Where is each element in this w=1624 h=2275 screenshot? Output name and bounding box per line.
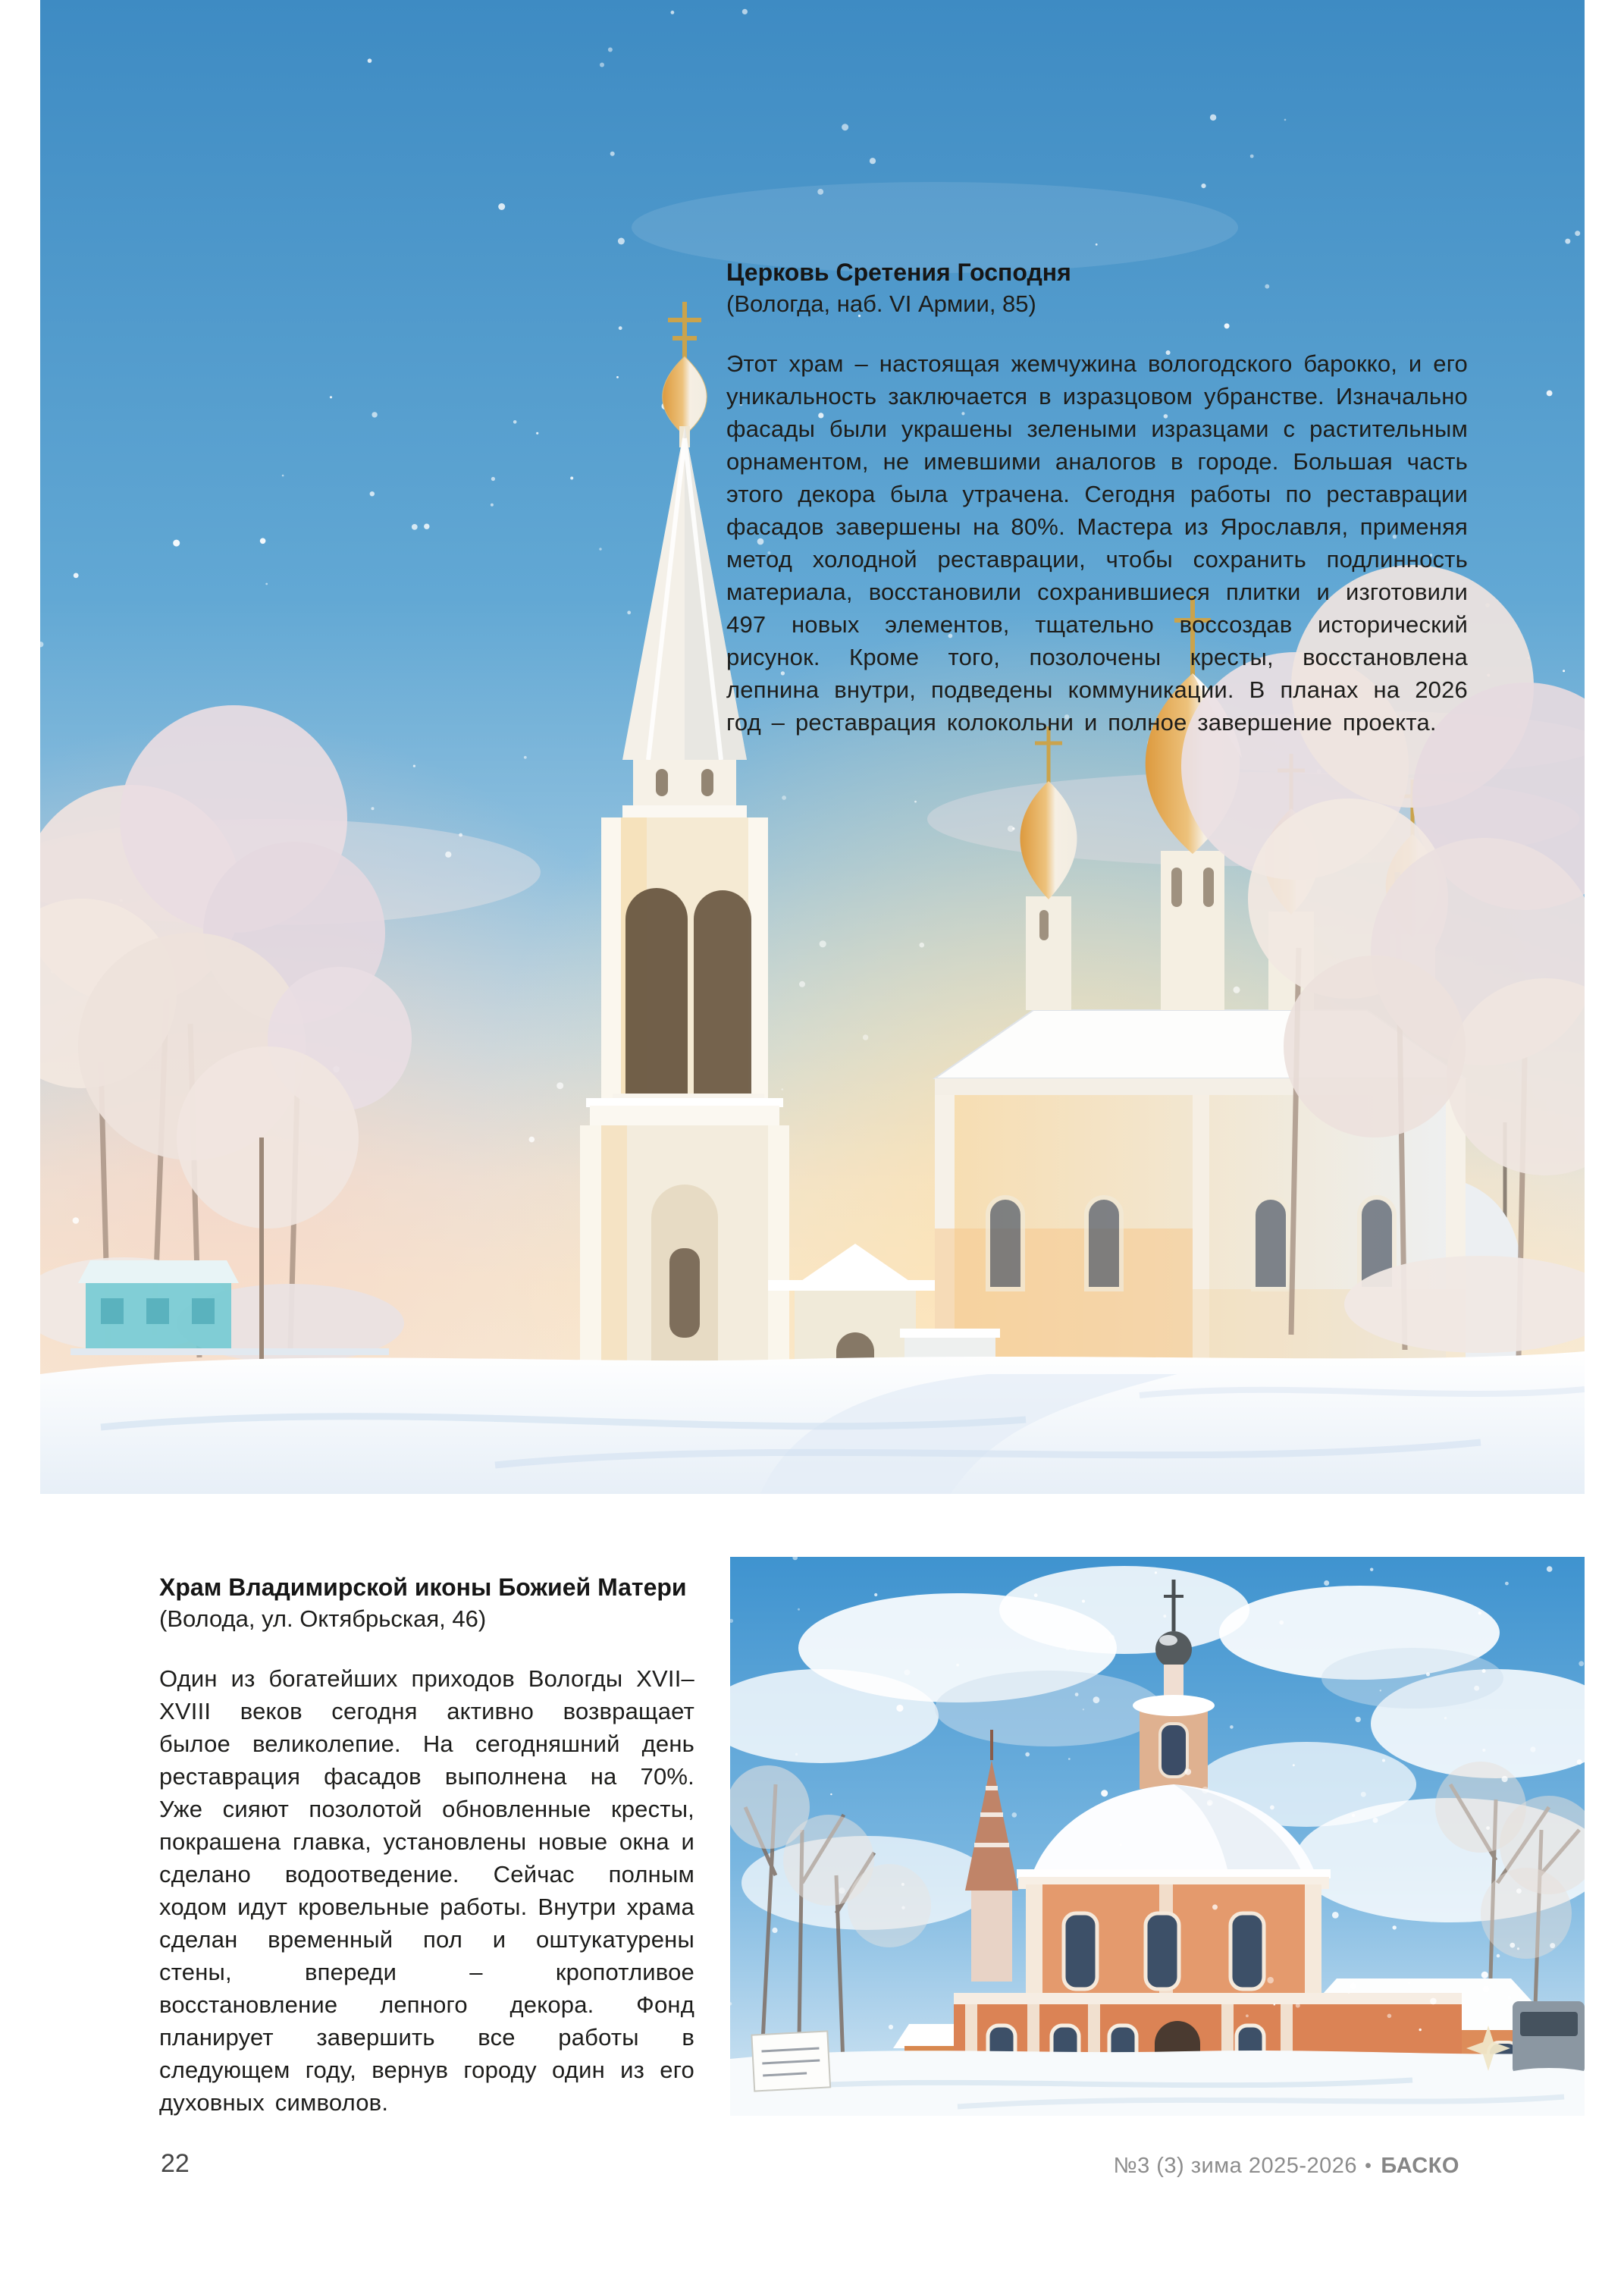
article-vladimir-address: (Волода, ул. Октябрьская, 46) [159,1605,487,1632]
snow-ground [40,1351,1585,1494]
vladimir-church-photo [730,1557,1585,2116]
footer-issue: №3 (3) зима 2025-2026 [1113,2154,1358,2178]
footer-issue-line [1113,2154,1459,2179]
information-sign [751,2031,830,2091]
article-sretenie-title: Церковь Сретения Господня [726,259,1071,286]
sretenie-church-illustration [40,0,1585,1494]
article-sretenie-overlay [726,256,1468,739]
footer-brand: БАСКО [1381,2154,1459,2178]
article-vladimir-body: Один из богатейших приходов Вологды XVII–XVIII веков сегодня активно возвращает былое великолепие. На сегодняшний день реставрация фасадов выполнена на 70%. Уже сияют позолотой обновленные кресты, покрашена главка, установлены новые окна и сделано водоотведение. Сейчас полным ходом идут кровельные работы. Внутри храма сделан временный пол и оштукатурены стены, впереди – кропотливое восстановление лепного декора. Фонд планирует завершить все работы в следующем году, вернув городу один из его духовных символов. [159,1665,694,2116]
page-number: 22 [161,2149,190,2178]
article-sretenie-body: Этот храм – настоящая жемчужина вологодского барокко, и его уникальность заключается в изразцовом убранстве. Изначально фасады были украшены зелеными изразцами с растительным орнаментом, не имевшими аналогов в городе. Большая часть этого декора была утрачена. Сегодня работы по реставрации фасадов завершены на 80%. Мастера из Ярославля, применяя метод холодной реставрации, чтобы сохранить подлинность материала, восстановили сохранившиеся плитки и изготовили 497 новых элементов, тщательно воссоздав исторический рисунок. Кроме того, позолочены кресты, восстановлена лепнина внутри, подведены коммуникации. В планах на 2026 год – реставрация колокольни и полное завершение проекта. [726,350,1468,736]
sretenie-church-photo [40,0,1585,1494]
snow-ground [730,2051,1585,2116]
article-vladimir-title: Храм Владимирской иконы Божией Матери [159,1574,687,1601]
article-sretenie-address: (Вологда, наб. VI Армии, 85) [726,290,1036,317]
footer-separator-dot: • [1365,2155,1372,2176]
vladimir-church-illustration [730,1557,1585,2116]
article-vladimir-section [159,1571,694,2119]
